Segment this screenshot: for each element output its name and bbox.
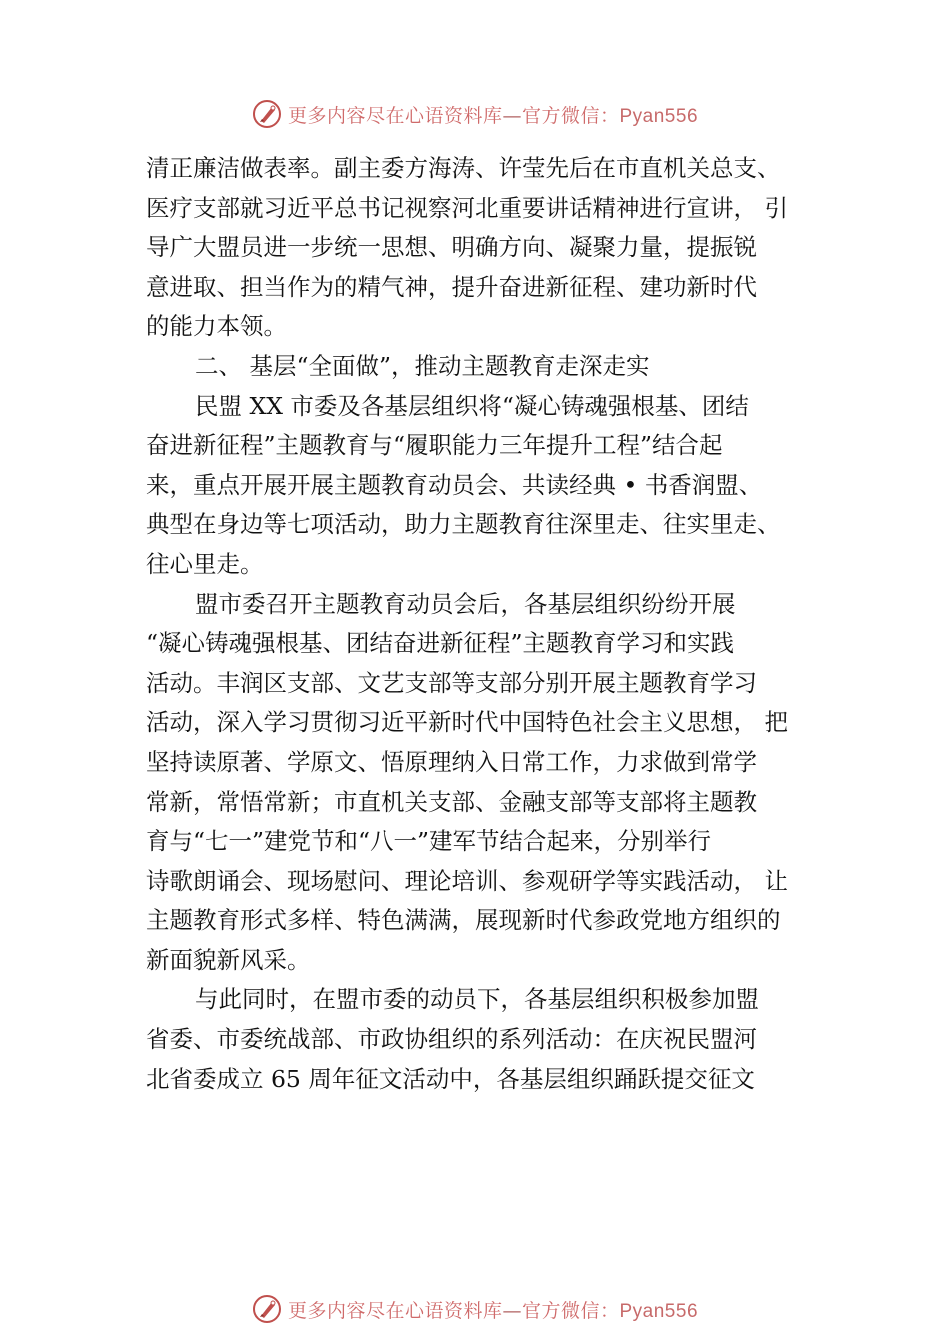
header-separator: —: [502, 104, 522, 127]
text-line: 医疗支部就习近平总书记视察河北重要讲话精神进行宣讲， 引: [146, 193, 788, 222]
footer-wechat-id: Pyan556: [619, 1300, 699, 1322]
text-line: 活动。丰润区支部、文艺支部等支部分别开展主题教育学习: [146, 668, 757, 697]
footer-separator: —: [502, 1299, 522, 1322]
text-line: 奋进新征程”主题教育与“履职能力三年提升工程”结合起: [146, 431, 723, 460]
header-text: [288, 101, 698, 128]
text-line: 诗歌朗诵会、现场慰问、理论培训、参观研学等实践活动， 让: [146, 866, 788, 895]
text-line: 来，重点开展开展主题教育动员会、共读经典 • 书香润盟、: [146, 470, 763, 499]
document-body: [146, 149, 821, 1099]
text-line: 清正廉洁做表率。副主委方海涛、许莹先后在市直机关总支、: [146, 154, 781, 182]
text-line: 育与“七一”建党节和“八一”建军节结合起来，分别举行: [146, 827, 712, 856]
text-line: 坚持读原著、学原文、悟原理纳入日常工作，力求做到常学: [146, 747, 757, 776]
text-line: 盟市委召开主题教育动员会后，各基层组织纷纷开展: [195, 589, 736, 618]
header-site-name: 更多内容尽在心语资料库: [287, 104, 503, 127]
text-line: 典型在身边等七项活动，助力主题教育往深里走、往实里走、: [146, 510, 781, 539]
footer-banner: [0, 1289, 950, 1329]
text-line: 民盟 XX 市委及各基层组织将“凝心铸魂强根基、团结: [195, 391, 749, 420]
footer-site-name: 更多内容尽在心语资料库: [287, 1299, 503, 1322]
section-heading: 二、 基层“全面做”，推动主题教育走深走实: [195, 351, 650, 380]
pen-nib-icon: [252, 1294, 282, 1324]
pen-nib-icon: [252, 99, 282, 129]
text-line: 往心里走。: [146, 549, 264, 578]
footer-text: [288, 1296, 698, 1323]
text-line: 的能力本领。: [146, 312, 287, 341]
footer-wechat-label: 官方微信：: [521, 1299, 620, 1322]
text-line: 常新，常悟常新；市直机关支部、金融支部等支部将主题教: [146, 787, 757, 816]
text-line: 导广大盟员进一步统一思想、明确方向、凝聚力量，提振锐: [146, 233, 757, 262]
header-wechat-id: Pyan556: [619, 105, 699, 127]
text-line: 与此同时，在盟市委的动员下，各基层组织积极参加盟: [195, 985, 759, 1014]
text-line: 主题教育形式多样、特色满满，展现新时代参政党地方组织的: [146, 906, 781, 935]
text-line: “凝心铸魂强根基、团结奋进新征程”主题教育学习和实践: [146, 629, 735, 658]
header-banner: [0, 94, 950, 134]
header-wechat-label: 官方微信：: [521, 104, 620, 127]
text-line: 活动，深入学习贯彻习近平新时代中国特色社会主义思想， 把: [146, 708, 788, 737]
text-line: 北省委成立 65 周年征文活动中，各基层组织踊跃提交征文: [146, 1064, 755, 1093]
text-line: 新面貌新风采。: [146, 945, 311, 974]
text-line: 省委、市委统战部、市政协组织的系列活动：在庆祝民盟河: [146, 1025, 757, 1054]
text-line: 意进取、担当作为的精气神，提升奋进新征程、建功新时代: [146, 272, 757, 301]
